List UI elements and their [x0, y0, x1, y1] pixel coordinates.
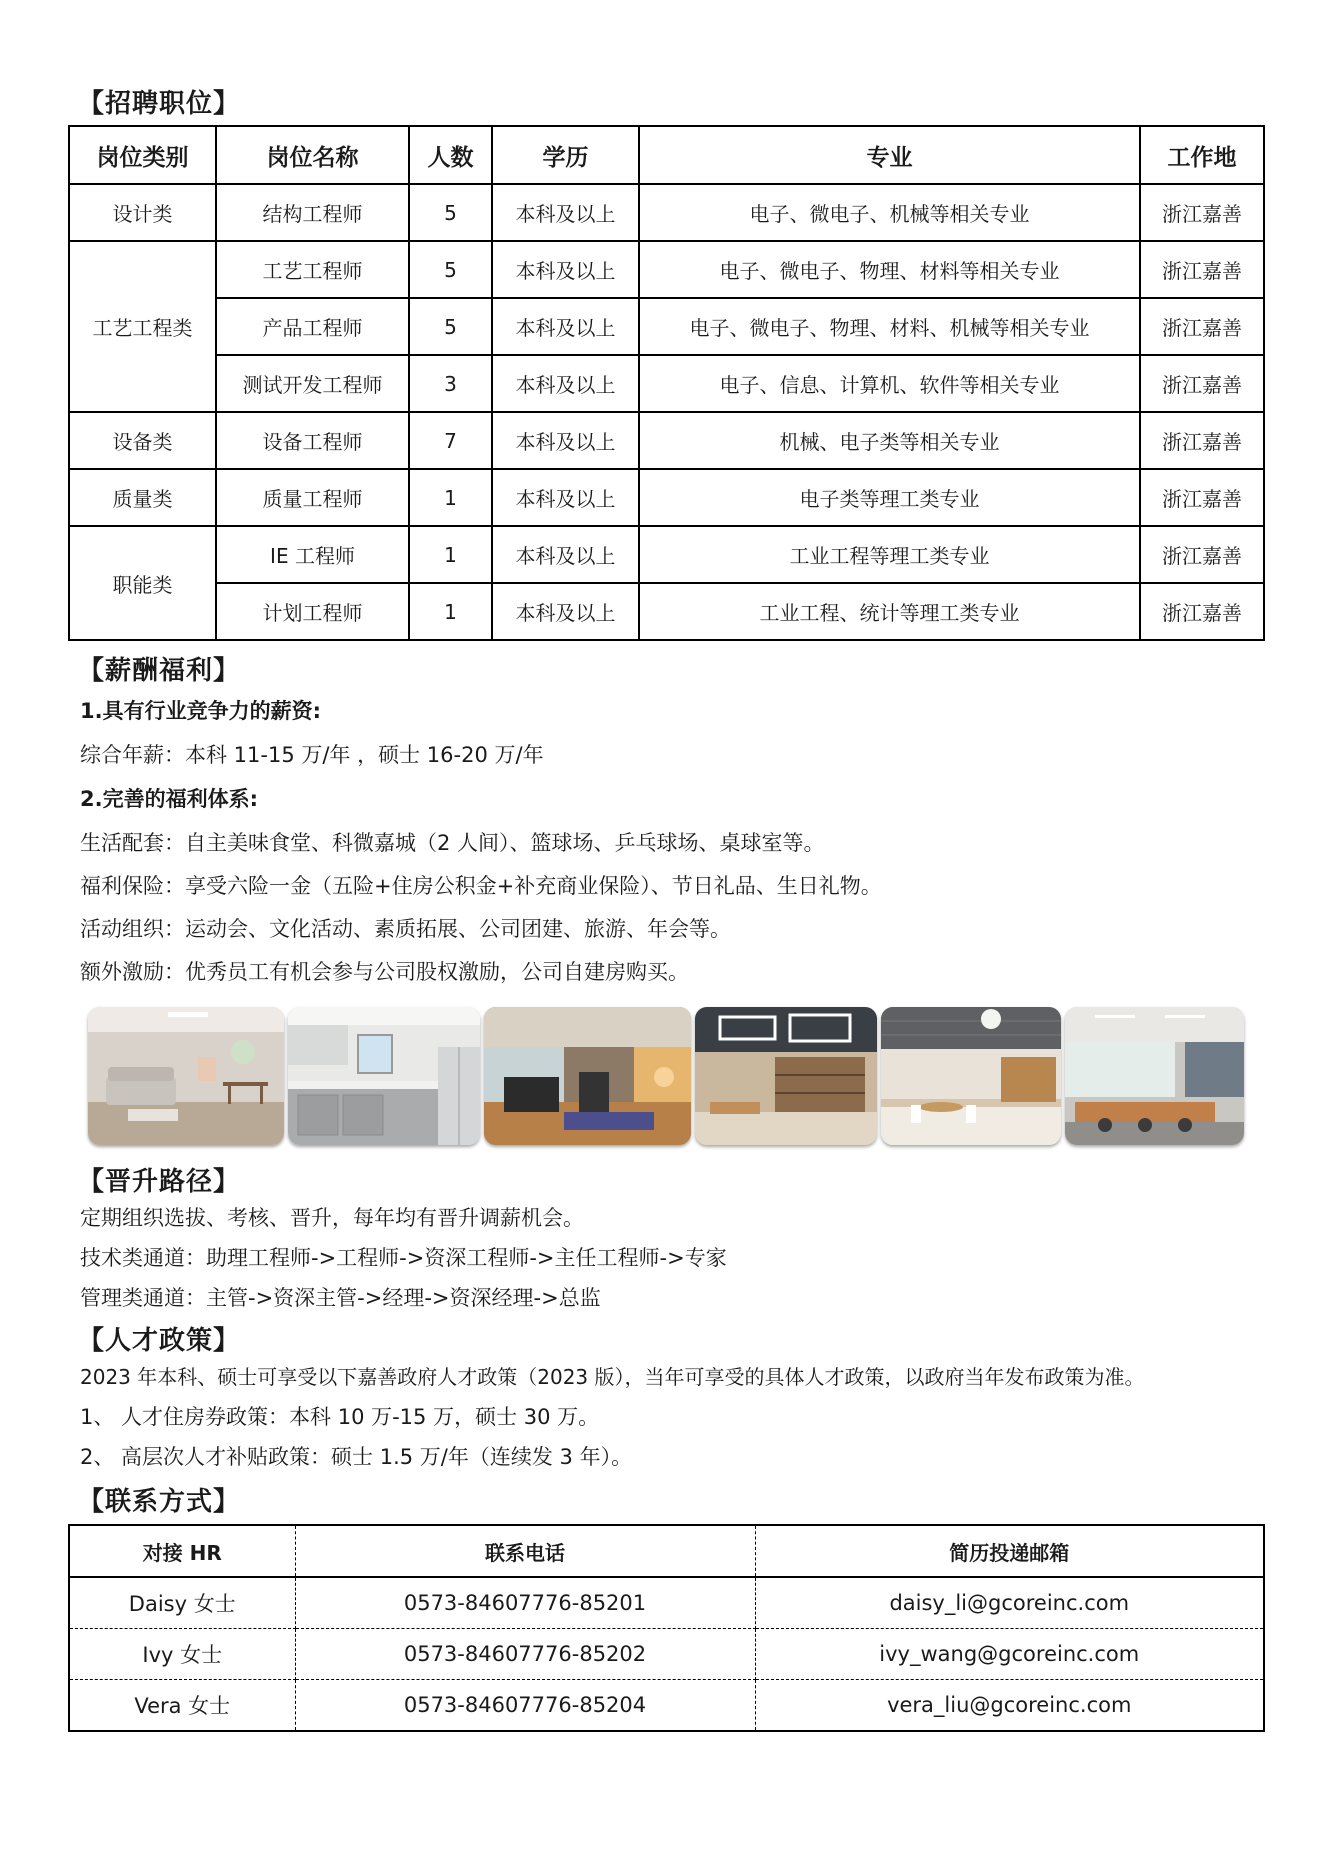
- location-cell: 浙江嘉善: [1140, 355, 1264, 412]
- table-row: [69, 1629, 1264, 1680]
- living-room-photo: [88, 1007, 284, 1145]
- major-cell: 工业工程等理工类专业: [639, 526, 1140, 583]
- header-category: 岗位类别: [69, 126, 216, 184]
- phone-cell[interactable]: 0573-84607776-85202: [295, 1629, 755, 1680]
- position-cell: 测试开发工程师: [216, 355, 409, 412]
- location-cell: 浙江嘉善: [1140, 184, 1264, 241]
- header-location: 工作地: [1140, 126, 1264, 184]
- position-cell: 质量工程师: [216, 469, 409, 526]
- section-title-talent: 【人才政策】: [78, 1326, 241, 1356]
- table-row: [69, 241, 1264, 298]
- table-row: [69, 184, 1264, 241]
- count-cell: 3: [409, 355, 492, 412]
- education-cell: 本科及以上: [492, 184, 639, 241]
- table-row: [69, 1577, 1264, 1629]
- location-cell: 浙江嘉善: [1140, 583, 1264, 640]
- section-title-promotion: 【晋升路径】: [78, 1167, 241, 1197]
- header-education: 学历: [492, 126, 639, 184]
- gym-photo: [484, 1007, 691, 1145]
- position-cell: IE 工程师: [216, 526, 409, 583]
- email-cell[interactable]: vera_liu@gcoreinc.com: [755, 1680, 1264, 1732]
- salary-heading: 1.具有行业竞争力的薪资:: [80, 699, 321, 723]
- phone-cell[interactable]: 0573-84607776-85201: [295, 1577, 755, 1629]
- header-count: 人数: [409, 126, 492, 184]
- category-cell: 职能类: [69, 526, 216, 640]
- count-cell: 5: [409, 184, 492, 241]
- talent-item: 1、 人才住房券政策：本科 10 万-15 万，硕士 30 万。: [80, 1405, 600, 1429]
- location-cell: 浙江嘉善: [1140, 526, 1264, 583]
- category-cell: 工艺工程类: [69, 241, 216, 412]
- location-cell: 浙江嘉善: [1140, 241, 1264, 298]
- email-cell[interactable]: daisy_li@gcoreinc.com: [755, 1577, 1264, 1629]
- promotion-line: 技术类通道：助理工程师->工程师->资深工程师->主任工程师->专家: [80, 1246, 727, 1270]
- hr-name-cell: Daisy 女士: [69, 1577, 295, 1629]
- section-title-pay: 【薪酬福利】: [78, 656, 241, 686]
- benefit-item: 额外激励：优秀员工有机会参与公司股权激励，公司自建房购买。: [80, 960, 689, 984]
- promotion-line: 定期组织选拔、考核、晋升，每年均有晋升调薪机会。: [80, 1206, 584, 1230]
- count-cell: 1: [409, 583, 492, 640]
- education-cell: 本科及以上: [492, 412, 639, 469]
- location-cell: 浙江嘉善: [1140, 298, 1264, 355]
- major-cell: 机械、电子类等相关专业: [639, 412, 1140, 469]
- category-cell: 设计类: [69, 184, 216, 241]
- major-cell: 电子、微电子、物理、材料等相关专业: [639, 241, 1140, 298]
- table-row: [69, 1680, 1264, 1732]
- position-cell: 设备工程师: [216, 412, 409, 469]
- major-cell: 电子类等理工类专业: [639, 469, 1140, 526]
- education-cell: 本科及以上: [492, 583, 639, 640]
- location-cell: 浙江嘉善: [1140, 469, 1264, 526]
- meeting-room-photo: [1065, 1007, 1244, 1145]
- hr-name-cell: Vera 女士: [69, 1680, 295, 1732]
- table-row: [69, 469, 1264, 526]
- section-title-jobs: 【招聘职位】: [78, 89, 241, 119]
- hr-name-cell: Ivy 女士: [69, 1629, 295, 1680]
- position-cell: 产品工程师: [216, 298, 409, 355]
- category-cell: 质量类: [69, 469, 216, 526]
- header-phone: 联系电话: [295, 1525, 755, 1577]
- header-hr: 对接 HR: [69, 1525, 295, 1577]
- section-title-contact: 【联系方式】: [78, 1487, 241, 1517]
- table-row: [69, 526, 1264, 583]
- contacts-header-row: [69, 1525, 1264, 1577]
- benefit-item: 活动组织：运动会、文化活动、素质拓展、公司团建、旅游、年会等。: [80, 917, 731, 941]
- email-cell[interactable]: ivy_wang@gcoreinc.com: [755, 1629, 1264, 1680]
- position-cell: 计划工程师: [216, 583, 409, 640]
- education-cell: 本科及以上: [492, 241, 639, 298]
- kitchen-photo: [288, 1007, 480, 1145]
- contacts-table: [68, 1524, 1265, 1732]
- location-cell: 浙江嘉善: [1140, 412, 1264, 469]
- library-lounge-photo: [695, 1007, 877, 1145]
- phone-cell[interactable]: 0573-84607776-85204: [295, 1680, 755, 1732]
- facility-photo-strip: [88, 1007, 1248, 1145]
- count-cell: 5: [409, 241, 492, 298]
- benefits-heading: 2.完善的福利体系:: [80, 787, 258, 811]
- education-cell: 本科及以上: [492, 469, 639, 526]
- education-cell: 本科及以上: [492, 526, 639, 583]
- header-position: 岗位名称: [216, 126, 409, 184]
- table-row: [69, 412, 1264, 469]
- cafe-area-photo: [881, 1007, 1061, 1145]
- major-cell: 电子、微电子、机械等相关专业: [639, 184, 1140, 241]
- table-row: [69, 298, 1264, 355]
- count-cell: 5: [409, 298, 492, 355]
- header-major: 专业: [639, 126, 1140, 184]
- jobs-table: [68, 125, 1265, 641]
- talent-intro: 2023 年本科、硕士可享受以下嘉善政府人才政策（2023 版），当年可享受的具体人才政策，以政府当年发布政策为准。: [80, 1365, 1145, 1389]
- header-email: 简历投递邮箱: [755, 1525, 1264, 1577]
- talent-item: 2、 高层次人才补贴政策：硕士 1.5 万/年（连续发 3 年）。: [80, 1445, 633, 1469]
- jobs-header-row: [69, 126, 1264, 184]
- category-cell: 设备类: [69, 412, 216, 469]
- salary-line: 综合年薪：本科 11-15 万/年 ，硕士 16-20 万/年: [80, 743, 544, 767]
- count-cell: 7: [409, 412, 492, 469]
- education-cell: 本科及以上: [492, 355, 639, 412]
- major-cell: 工业工程、统计等理工类专业: [639, 583, 1140, 640]
- position-cell: 工艺工程师: [216, 241, 409, 298]
- education-cell: 本科及以上: [492, 298, 639, 355]
- benefit-item: 生活配套：自主美味食堂、科微嘉城（2 人间）、篮球场、乒乓球场、桌球室等。: [80, 831, 825, 855]
- major-cell: 电子、微电子、物理、材料、机械等相关专业: [639, 298, 1140, 355]
- count-cell: 1: [409, 469, 492, 526]
- benefit-item: 福利保险：享受六险一金（五险+住房公积金+补充商业保险）、节日礼品、生日礼物。: [80, 874, 882, 898]
- position-cell: 结构工程师: [216, 184, 409, 241]
- count-cell: 1: [409, 526, 492, 583]
- table-row: [69, 355, 1264, 412]
- major-cell: 电子、信息、计算机、软件等相关专业: [639, 355, 1140, 412]
- promotion-line: 管理类通道：主管->资深主管->经理->资深经理->总监: [80, 1286, 601, 1310]
- table-row: [69, 583, 1264, 640]
